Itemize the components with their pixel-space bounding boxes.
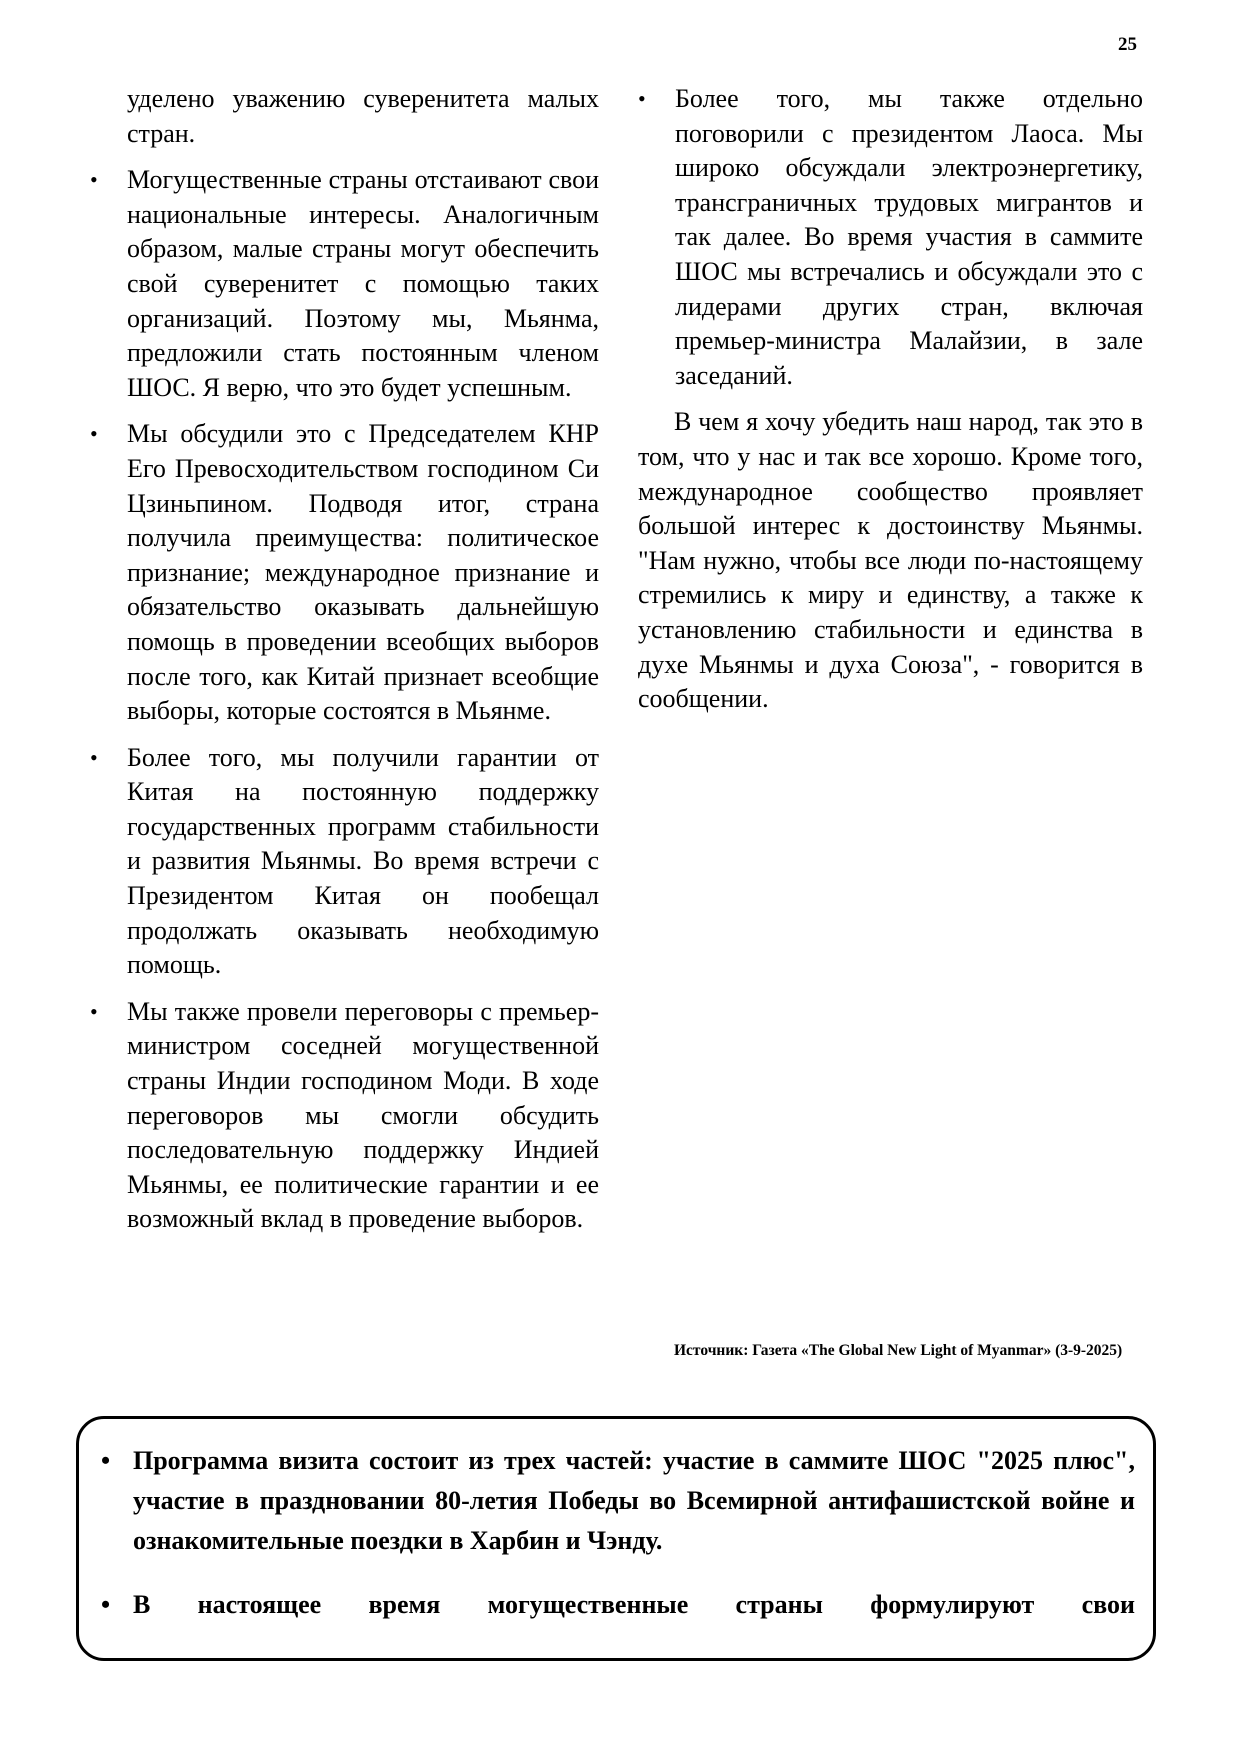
summary-box [76,1416,1156,1661]
bullet-item: • Мы также провели переговоры с премьер-министром соседней могущественной страны Индии господином Моди. В ходе переговоров мы смогли обсудить последовательную поддержку Индией Мьянмы, ее политические гарантии и ее возможный вклад в проведение выборов. [90,995,599,1237]
summary-item: • В настоящее время могущественные страны формулируют свои [101,1585,1135,1625]
left-column [90,82,599,1249]
right-bullet-list [638,82,1143,393]
right-column [638,82,1143,717]
source-citation: Источник: Газета «The Global New Light of Myanmar» (3-9-2025) [674,1342,1123,1359]
continuation-text: уделено уважению суверенитета малых стран. [127,84,599,148]
bullet-item: • Мы обсудили это с Председателем КНР Его Превосходительством господином Си Цзиньпином. Подводя итог, страна получила преимущества: политическое признание; международное признание и обязательство оказывать дальнейшую помощь в проведении всеобщих выборов после того, как Китай признает всеобщие выборы, которые состоятся в Мьянме. [90,417,599,728]
bullet-item: • Более того, мы также отдельно поговорили с президентом Лаоса. Мы широко обсуждали электроэнергетику, трансграничных трудовых мигрантов и так далее. Во время участия в саммите ШОС мы встречались и обсуждали это с лидерами других стран, включая премьер-министра Малайзии, в зале заседаний. [638,82,1143,393]
bullet-item: • Более того, мы получили гарантии от Китая на постоянную поддержку государственных программ стабильности и развития Мьянмы. Во время встречи с Президентом Китая он пообещал продолжать оказывать необходимую помощь. [90,741,599,983]
page-number: 25 [1118,34,1137,55]
summary-item: • Программа визита состоит из трех частей: участие в саммите ШОС "2025 плюс", участие в праздновании 80-летия Победы во Всемирной антифашистской войне и ознакомительные поездки в Харбин и Чэнду. [101,1441,1135,1561]
left-bullet-list [90,163,599,1237]
body-paragraph: В чем я хочу убедить наш народ, так это в том, что у нас и так все хорошо. Кроме того, международное сообщество проявляет большой интерес к достоинству Мьянмы. "Нам нужно, чтобы все люди по-настоящему стремились к миру и единству, а также к установлению стабильности и единства в духе Мьянмы и духа Союза", - говорится в сообщении. [638,407,1143,714]
summary-list [79,1419,1153,1625]
bullet-item: • Могущественные страны отстаивают свои национальные интересы. Аналогичным образом, малые страны могут обеспечить свой суверенитет с помощью таких организаций. Поэтому мы, Мьянма, предложили стать постоянным членом ШОС. Я верю, что это будет успешным. [90,163,599,405]
